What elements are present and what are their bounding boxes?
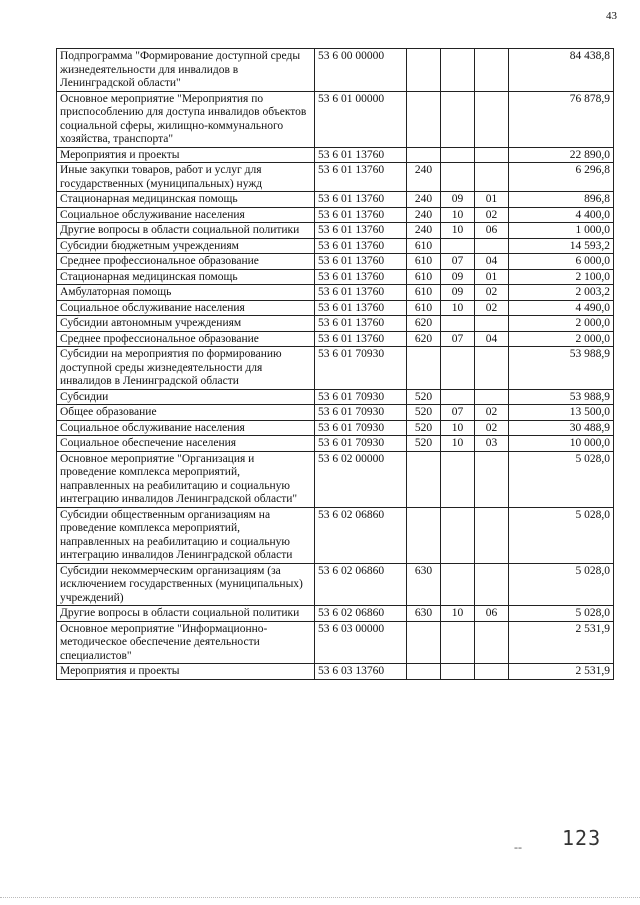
row-code: 53 6 00 00000 <box>315 49 407 92</box>
row-expense-type <box>407 664 441 680</box>
row-expense-type <box>407 347 441 390</box>
row-expense-type: 610 <box>407 238 441 254</box>
table-row <box>57 436 614 452</box>
row-section <box>441 664 475 680</box>
row-code: 53 6 01 13760 <box>315 285 407 301</box>
row-code: 53 6 03 13760 <box>315 664 407 680</box>
row-name: Общее образование <box>57 405 315 421</box>
row-code: 53 6 02 06860 <box>315 563 407 606</box>
row-expense-type: 610 <box>407 269 441 285</box>
row-amount: 76 878,9 <box>509 91 614 147</box>
table-row <box>57 451 614 507</box>
row-code: 53 6 02 00000 <box>315 451 407 507</box>
row-code: 53 6 01 13760 <box>315 192 407 208</box>
row-subsection <box>475 316 509 332</box>
row-code: 53 6 01 70930 <box>315 436 407 452</box>
row-expense-type <box>407 91 441 147</box>
row-amount: 53 988,9 <box>509 347 614 390</box>
row-subsection <box>475 451 509 507</box>
row-subsection: 01 <box>475 192 509 208</box>
row-amount: 30 488,9 <box>509 420 614 436</box>
row-code: 53 6 01 13760 <box>315 207 407 223</box>
row-subsection: 02 <box>475 285 509 301</box>
row-name: Другие вопросы в области социальной политики <box>57 223 315 239</box>
row-subsection: 03 <box>475 436 509 452</box>
table-row <box>57 563 614 606</box>
table-row <box>57 300 614 316</box>
table-row <box>57 285 614 301</box>
table-row <box>57 606 614 622</box>
row-subsection <box>475 147 509 163</box>
row-code: 53 6 01 13760 <box>315 163 407 192</box>
row-section <box>441 91 475 147</box>
row-code: 53 6 02 06860 <box>315 606 407 622</box>
table-row <box>57 269 614 285</box>
row-subsection: 02 <box>475 420 509 436</box>
row-section: 09 <box>441 285 475 301</box>
row-section <box>441 507 475 563</box>
row-subsection: 02 <box>475 207 509 223</box>
row-subsection <box>475 238 509 254</box>
row-name: Социальное обслуживание населения <box>57 300 315 316</box>
row-name: Амбулаторная помощь <box>57 285 315 301</box>
budget-table <box>56 48 614 680</box>
row-code: 53 6 01 13760 <box>315 300 407 316</box>
row-amount: 896,8 <box>509 192 614 208</box>
row-subsection <box>475 347 509 390</box>
row-section <box>441 316 475 332</box>
row-section <box>441 389 475 405</box>
row-code: 53 6 02 06860 <box>315 507 407 563</box>
table-row <box>57 316 614 332</box>
table-row <box>57 254 614 270</box>
row-name: Стационарная медицинская помощь <box>57 269 315 285</box>
row-section <box>441 621 475 664</box>
row-amount: 2 531,9 <box>509 621 614 664</box>
row-amount: 10 000,0 <box>509 436 614 452</box>
row-expense-type: 240 <box>407 223 441 239</box>
row-amount: 2 000,0 <box>509 316 614 332</box>
row-subsection <box>475 664 509 680</box>
row-section: 07 <box>441 254 475 270</box>
row-amount: 6 296,8 <box>509 163 614 192</box>
row-subsection: 06 <box>475 223 509 239</box>
table-row <box>57 147 614 163</box>
row-expense-type <box>407 451 441 507</box>
table-row <box>57 507 614 563</box>
row-section <box>441 49 475 92</box>
row-amount: 1 000,0 <box>509 223 614 239</box>
row-name: Субсидии некоммерческим организациям (за исключением государственных (муниципальных) учреждений) <box>57 563 315 606</box>
row-amount: 13 500,0 <box>509 405 614 421</box>
row-amount: 14 593,2 <box>509 238 614 254</box>
row-subsection: 02 <box>475 300 509 316</box>
row-section: 10 <box>441 223 475 239</box>
row-name: Субсидии на мероприятия по формированию доступной среды жизнедеятельности для инвалидов в Ленинградской области <box>57 347 315 390</box>
row-section <box>441 147 475 163</box>
row-expense-type: 610 <box>407 285 441 301</box>
row-expense-type <box>407 147 441 163</box>
row-expense-type: 240 <box>407 163 441 192</box>
row-section: 10 <box>441 606 475 622</box>
row-code: 53 6 01 70930 <box>315 389 407 405</box>
row-name: Социальное обеспечение населения <box>57 436 315 452</box>
row-amount: 2 003,2 <box>509 285 614 301</box>
row-name: Субсидии общественным организациям на проведение комплекса мероприятий, направленных на реабилитацию и социальную интеграцию инвалидов Ленинградской области <box>57 507 315 563</box>
table-row <box>57 664 614 680</box>
table-row <box>57 621 614 664</box>
row-subsection: 04 <box>475 331 509 347</box>
row-name: Мероприятия и проекты <box>57 664 315 680</box>
row-amount: 6 000,0 <box>509 254 614 270</box>
table-row <box>57 420 614 436</box>
table-row <box>57 192 614 208</box>
row-name: Мероприятия и проекты <box>57 147 315 163</box>
row-name: Основное мероприятие "Мероприятия по приспособлению для доступа инвалидов объектов социальной сферы, жилищно-коммунального хозяйства, транспорта" <box>57 91 315 147</box>
row-code: 53 6 01 13760 <box>315 238 407 254</box>
row-expense-type: 520 <box>407 405 441 421</box>
row-section <box>441 163 475 192</box>
row-section: 07 <box>441 331 475 347</box>
table-row <box>57 207 614 223</box>
row-expense-type: 620 <box>407 316 441 332</box>
row-expense-type: 630 <box>407 606 441 622</box>
row-section <box>441 451 475 507</box>
row-subsection: 02 <box>475 405 509 421</box>
row-amount: 5 028,0 <box>509 563 614 606</box>
row-code: 53 6 03 00000 <box>315 621 407 664</box>
row-subsection: 04 <box>475 254 509 270</box>
row-subsection <box>475 621 509 664</box>
row-amount: 5 028,0 <box>509 606 614 622</box>
table-row <box>57 223 614 239</box>
row-code: 53 6 01 13760 <box>315 147 407 163</box>
row-name: Другие вопросы в области социальной политики <box>57 606 315 622</box>
row-name: Субсидии автономным учреждениям <box>57 316 315 332</box>
row-code: 53 6 01 13760 <box>315 223 407 239</box>
row-section: 09 <box>441 192 475 208</box>
row-name: Среднее профессиональное образование <box>57 331 315 347</box>
row-expense-type: 610 <box>407 300 441 316</box>
row-section: 10 <box>441 436 475 452</box>
table-row <box>57 347 614 390</box>
row-subsection <box>475 507 509 563</box>
row-expense-type: 520 <box>407 436 441 452</box>
row-amount: 4 490,0 <box>509 300 614 316</box>
row-amount: 53 988,9 <box>509 389 614 405</box>
row-subsection <box>475 163 509 192</box>
row-code: 53 6 01 70930 <box>315 405 407 421</box>
row-amount: 5 028,0 <box>509 451 614 507</box>
table-row <box>57 405 614 421</box>
row-name: Социальное обслуживание населения <box>57 420 315 436</box>
row-name: Среднее профессиональное образование <box>57 254 315 270</box>
row-amount: 2 531,9 <box>509 664 614 680</box>
row-expense-type <box>407 49 441 92</box>
row-amount: 2 000,0 <box>509 331 614 347</box>
row-amount: 84 438,8 <box>509 49 614 92</box>
row-code: 53 6 01 70930 <box>315 420 407 436</box>
row-expense-type: 520 <box>407 420 441 436</box>
row-section <box>441 238 475 254</box>
row-subsection: 06 <box>475 606 509 622</box>
table-row <box>57 163 614 192</box>
row-code: 53 6 01 13760 <box>315 269 407 285</box>
row-section: 10 <box>441 207 475 223</box>
row-section: 09 <box>441 269 475 285</box>
footer-dash: -- <box>514 840 522 854</box>
row-code: 53 6 01 13760 <box>315 331 407 347</box>
row-expense-type: 630 <box>407 563 441 606</box>
row-name: Субсидии <box>57 389 315 405</box>
row-name: Социальное обслуживание населения <box>57 207 315 223</box>
row-section: 10 <box>441 300 475 316</box>
row-amount: 4 400,0 <box>509 207 614 223</box>
bottom-edge-line <box>0 897 640 898</box>
table-row <box>57 331 614 347</box>
row-expense-type: 610 <box>407 254 441 270</box>
row-amount: 5 028,0 <box>509 507 614 563</box>
row-expense-type: 620 <box>407 331 441 347</box>
row-name: Подпрограмма "Формирование доступной среды жизнедеятельности для инвалидов в Ленинградской области" <box>57 49 315 92</box>
row-name: Субсидии бюджетным учреждениям <box>57 238 315 254</box>
row-subsection <box>475 563 509 606</box>
row-expense-type: 240 <box>407 207 441 223</box>
row-section <box>441 347 475 390</box>
table-row <box>57 238 614 254</box>
row-subsection <box>475 49 509 92</box>
footer-stamp-number: 123 <box>562 826 602 850</box>
table-row <box>57 389 614 405</box>
row-name: Основное мероприятие "Информационно-методическое обеспечение деятельности специалистов" <box>57 621 315 664</box>
row-subsection <box>475 91 509 147</box>
row-expense-type: 240 <box>407 192 441 208</box>
row-code: 53 6 01 13760 <box>315 316 407 332</box>
row-expense-type <box>407 507 441 563</box>
row-name: Основное мероприятие "Организация и проведение комплекса мероприятий, направленных на реабилитацию и социальную интеграцию инвалидов Ленинградской области" <box>57 451 315 507</box>
row-expense-type <box>407 621 441 664</box>
row-amount: 2 100,0 <box>509 269 614 285</box>
row-code: 53 6 01 70930 <box>315 347 407 390</box>
page-number: 43 <box>606 10 617 22</box>
row-subsection: 01 <box>475 269 509 285</box>
row-section: 10 <box>441 420 475 436</box>
row-code: 53 6 01 00000 <box>315 91 407 147</box>
row-code: 53 6 01 13760 <box>315 254 407 270</box>
row-section <box>441 563 475 606</box>
row-amount: 22 890,0 <box>509 147 614 163</box>
row-subsection <box>475 389 509 405</box>
budget-table-body <box>57 49 614 680</box>
row-name: Иные закупки товаров, работ и услуг для государственных (муниципальных) нужд <box>57 163 315 192</box>
table-row <box>57 91 614 147</box>
row-name: Стационарная медицинская помощь <box>57 192 315 208</box>
row-section: 07 <box>441 405 475 421</box>
table-row <box>57 49 614 92</box>
row-expense-type: 520 <box>407 389 441 405</box>
